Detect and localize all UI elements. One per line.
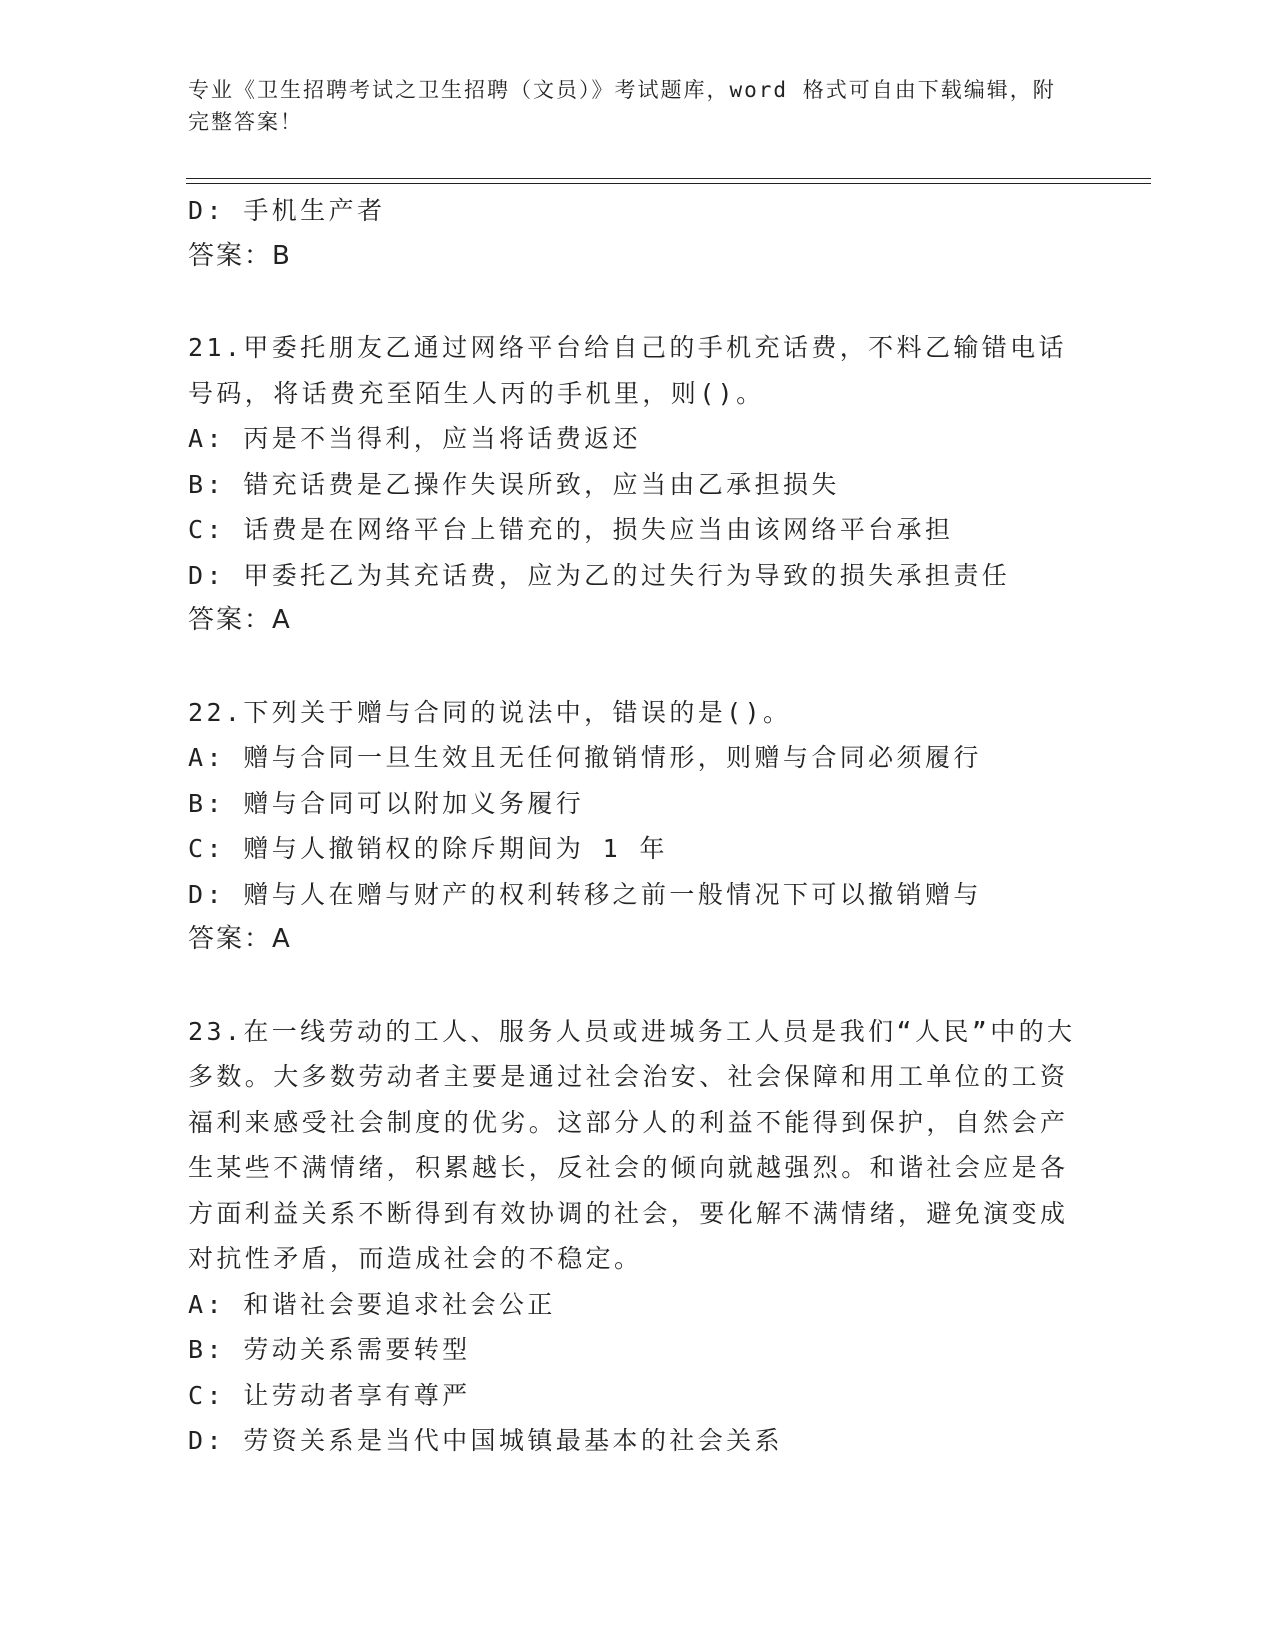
option-b: B: 错充话费是乙操作失误所致，应当由乙承担损失: [188, 469, 840, 499]
option-a: A: 和谐社会要追求社会公正: [188, 1289, 556, 1319]
option-d: D: 劳资关系是当代中国城镇最基本的社会关系: [188, 1426, 783, 1455]
header-divider-top: [186, 178, 1151, 179]
answer: 答案：A: [188, 924, 292, 954]
answer: 答案：A: [188, 605, 292, 635]
question-list: [188, 188, 1088, 1464]
option-b: B: 劳动关系需要转型: [188, 1335, 471, 1364]
option-b: B: 赠与合同可以附加义务履行: [188, 788, 585, 818]
option-d: D: 赠与人在赠与财产的权利转移之前一般情况下可以撤销赠与: [188, 879, 982, 909]
question-stem: 23.在一线劳动的工人、服务人员或进城务工人员是我们“人民”中的大多数。大多数劳动者主要是通过社会治安、社会保障和用工单位的工资福利来感受社会制度的优劣。这部分人的利益不能得到保护，自然会产生某些不满情绪，积累越长，反社会的倾向就越强烈。和谐社会应是各方面利益关系不断得到有效协调的社会，要化解不满情绪，避免演变成对抗性矛盾，而造成社会的不稳定。: [188, 1016, 1076, 1273]
option-c: C: 让劳动者享有尊严: [188, 1380, 471, 1410]
prev-question-answer: 答案：B: [188, 240, 292, 271]
question-22: [188, 690, 1088, 963]
question-stem: 21.甲委托朋友乙通过网络平台给自己的手机充话费，不料乙输错电话号码，将话费充至陌生人丙的手机里，则()。: [188, 333, 1067, 408]
prev-question-option-d: D: 手机生产者: [188, 196, 386, 225]
header-divider-bottom: [186, 183, 1151, 184]
option-a: A: 赠与合同一旦生效且无任何撤销情形，则赠与合同必须履行: [188, 743, 982, 772]
document-header: [188, 74, 1068, 138]
spacer: [188, 279, 1088, 325]
question-21: [188, 325, 1088, 644]
header-text: 专业《卫生招聘考试之卫生招聘（文员）》考试题库，word 格式可自由下载编辑，附完整答案！: [188, 78, 1056, 134]
question-23: [188, 1009, 1088, 1464]
spacer: [188, 644, 1088, 690]
option-c: C: 话费是在网络平台上错充的，损失应当由该网络平台承担: [188, 515, 954, 544]
spacer: [188, 963, 1088, 1009]
question-stem: 22.下列关于赠与合同的说法中，错误的是()。: [188, 697, 792, 727]
option-c: C: 赠与人撤销权的除斥期间为 1 年: [188, 834, 668, 863]
option-d: D: 甲委托乙为其充话费，应为乙的过失行为导致的损失承担责任: [188, 560, 1011, 590]
option-a: A: 丙是不当得利，应当将话费返还: [188, 424, 641, 453]
